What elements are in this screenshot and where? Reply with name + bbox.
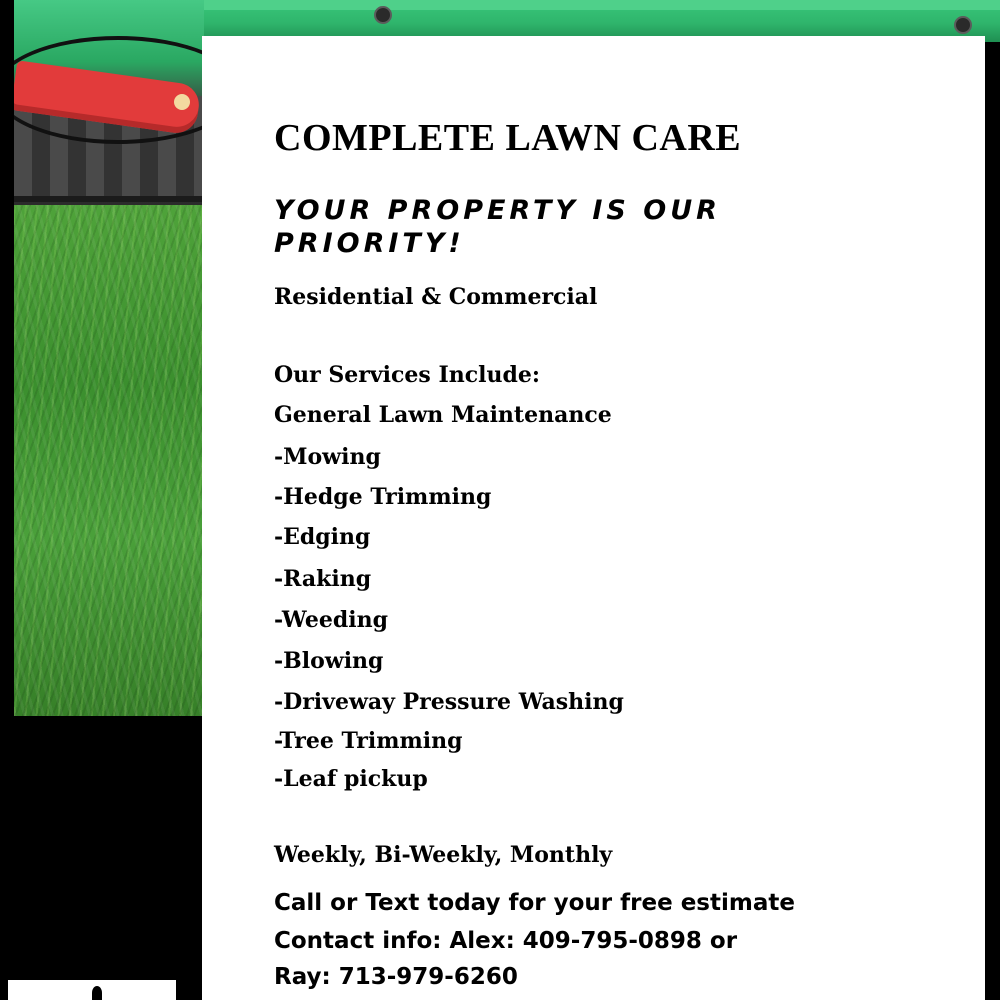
services-heading: Our Services Include: (274, 362, 540, 388)
market-line: Residential & Commercial (274, 284, 598, 310)
service-item: -Blowing (274, 648, 384, 674)
flyer-title: COMPLETE LAWN CARE (274, 117, 742, 159)
service-item: -Leaf pickup (274, 766, 428, 792)
flyer-slogan: YOUR PROPERTY IS OUR PRIORITY! (274, 195, 721, 259)
contact-line-1: Contact info: Alex: 409-795-0898 or (274, 928, 738, 954)
logo-mark-icon (92, 986, 102, 1000)
services-category: General Lawn Maintenance (274, 402, 612, 428)
service-item: -Tree Trimming (274, 728, 463, 754)
service-item: -Weeding (274, 607, 388, 633)
service-item: -Edging (274, 524, 371, 550)
contact-line-2: Ray: 713-979-6260 (274, 964, 518, 990)
mower-knob (174, 94, 190, 110)
call-to-action: Call or Text today for your free estimate (274, 890, 795, 916)
bolt-icon (374, 6, 392, 24)
service-item: -Mowing (274, 444, 381, 470)
grass-image (14, 205, 204, 716)
logo-box (8, 980, 176, 1000)
service-item: -Driveway Pressure Washing (274, 689, 624, 715)
frequency-line: Weekly, Bi-Weekly, Monthly (274, 842, 613, 868)
bolt-icon (954, 16, 972, 34)
service-item: -Raking (274, 566, 372, 592)
service-item: -Hedge Trimming (274, 484, 492, 510)
